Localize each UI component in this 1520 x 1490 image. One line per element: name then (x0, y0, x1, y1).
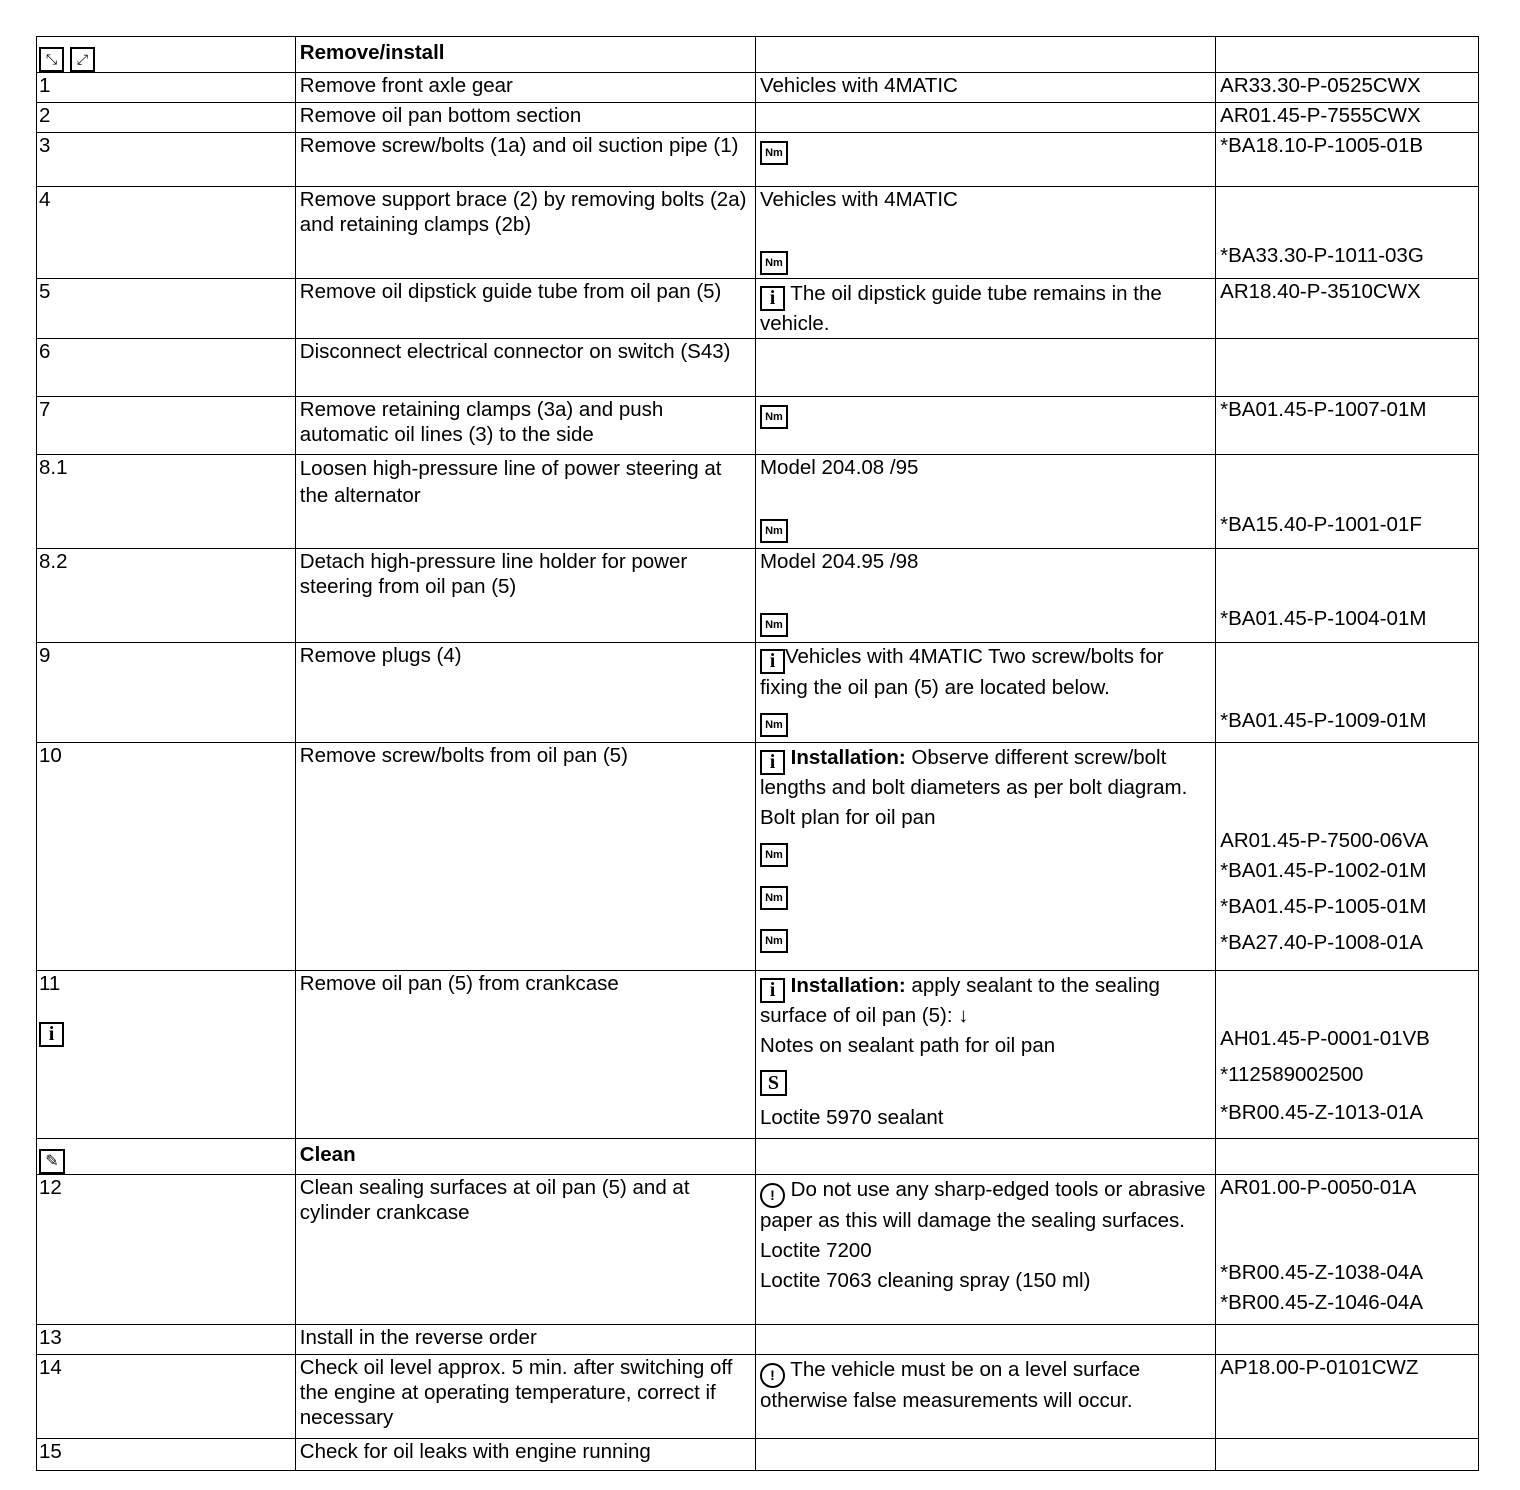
installation-label: Installation: (790, 746, 906, 769)
table-row (37, 279, 1479, 339)
expand-icon[interactable]: ⤡ (39, 47, 64, 72)
step-number: 9 (37, 643, 296, 743)
step-action: Remove support brace (2) by removing bolts (2a) and retaining clamps (2b) (295, 187, 755, 279)
step-number: 2 (37, 103, 296, 133)
torque-nm-icon[interactable]: Nm (760, 519, 788, 543)
info-icon[interactable]: i (760, 750, 785, 775)
torque-nm-icon[interactable]: Nm (760, 843, 788, 867)
torque-nm-icon[interactable]: Nm (760, 405, 788, 429)
sealant-icon[interactable]: S (760, 1070, 787, 1096)
step-reference-link[interactable]: *BA18.10-P-1005-01B (1216, 133, 1479, 187)
table-row (37, 187, 1479, 279)
header-icons-cell (37, 37, 296, 73)
step-number: 6 (37, 339, 296, 397)
step-reference-link[interactable]: *BA01.45-P-1007-01M (1216, 397, 1479, 455)
step-note: apply sealant to the sealing surface of oil pan (5): ↓ (759, 974, 1160, 1027)
warning-note-icon[interactable]: ! (760, 1363, 785, 1388)
step-reference-link[interactable]: *BA01.45-P-1004-01M (1220, 607, 1427, 630)
table-row (37, 643, 1479, 743)
clean-icon[interactable]: ✎ (39, 1149, 65, 1174)
torque-nm-icon[interactable]: Nm (760, 929, 788, 953)
table-row (37, 1355, 1479, 1439)
step-reference-link[interactable]: *BA27.40-P-1008-01A (1220, 931, 1424, 954)
step-number: 12 (37, 1175, 296, 1325)
step-number: 13 (37, 1325, 296, 1355)
step-note: Do not use any sharp-edged tools or abrasive paper as this will damage the sealing surfaces. (759, 1178, 1206, 1232)
info-icon[interactable]: i (39, 1022, 64, 1047)
table-row (37, 397, 1479, 455)
step-action: Disconnect electrical connector on switch (S43) (295, 339, 755, 397)
torque-nm-icon[interactable]: Nm (760, 613, 788, 637)
step-reference-link[interactable]: *BA15.40-P-1001-01F (1220, 513, 1422, 536)
step-number: 11 (39, 972, 61, 995)
step-number: 14 (37, 1355, 296, 1439)
step-reference-link[interactable]: AP18.00-P-0101CWZ (1216, 1355, 1479, 1439)
procedure-table (36, 36, 1479, 1471)
warning-note-icon[interactable]: ! (760, 1183, 785, 1208)
torque-nm-icon[interactable]: Nm (760, 251, 788, 275)
step-action: Install in the reverse order (295, 1325, 755, 1355)
step-reference-link[interactable]: *BA33.30-P-1011-03G (1220, 244, 1424, 267)
table-row (37, 743, 1479, 971)
table-row (37, 1175, 1479, 1325)
step-note: Vehicles with 4MATIC (755, 73, 1215, 103)
step-reference-link[interactable]: AR33.30-P-0525CWX (1216, 73, 1479, 103)
sub-note: Notes on sealant path for oil pan (759, 1034, 1056, 1057)
table-row (37, 1325, 1479, 1355)
sealant-part-link[interactable]: *112589002500 (1220, 1063, 1364, 1086)
step-action: Remove screw/bolts from oil pan (5) (295, 743, 755, 971)
section-title: Remove/install (299, 41, 445, 64)
table-row (37, 73, 1479, 103)
step-action: Remove oil pan (5) from crankcase (295, 971, 755, 1139)
step-action: Remove front axle gear (295, 73, 755, 103)
step-note: The vehicle must be on a level surface otherwise false measurements will occur. (759, 1358, 1141, 1412)
step-number: 7 (37, 397, 296, 455)
step-action: Remove plugs (4) (295, 643, 755, 743)
section-title-cell (295, 37, 755, 73)
step-note: Vehicles with 4MATIC Two screw/bolts for fixing the oil pan (5) are located below. (759, 645, 1164, 699)
material-reference-link[interactable]: *BR00.45-Z-1038-04A (1220, 1261, 1423, 1284)
table-row (37, 971, 1479, 1139)
step-reference-link[interactable]: AR01.00-P-0050-01A (1220, 1176, 1417, 1199)
sealant-name: Loctite 5970 sealant (759, 1106, 944, 1129)
torque-nm-icon[interactable]: Nm (760, 886, 788, 910)
section-title: Clean (299, 1143, 356, 1166)
step-number: 5 (37, 279, 296, 339)
info-icon[interactable]: i (760, 286, 785, 311)
step-number: 8.2 (37, 549, 296, 643)
step-number: 10 (37, 743, 296, 971)
table-row (37, 133, 1479, 187)
table-row (37, 549, 1479, 643)
step-note: Vehicles with 4MATIC (759, 188, 958, 211)
material-item: Loctite 7063 cleaning spray (150 ml) (759, 1269, 1091, 1292)
info-icon[interactable]: i (760, 649, 785, 674)
torque-nm-icon[interactable]: Nm (760, 713, 788, 737)
step-reference-link[interactable]: AR18.40-P-3510CWX (1216, 279, 1479, 339)
step-number: 4 (37, 187, 296, 279)
sub-reference-link[interactable]: AR01.45-P-7500-06VA (1220, 829, 1429, 852)
sub-reference-link[interactable]: AH01.45-P-0001-01VB (1220, 1027, 1430, 1050)
step-note: Model 204.95 /98 (759, 550, 919, 573)
step-action: Remove screw/bolts (1a) and oil suction pipe (1) (295, 133, 755, 187)
step-action: Loosen high-pressure line of power steering at the alternator (295, 455, 755, 549)
step-reference-link[interactable]: *BA01.45-P-1002-01M (1220, 859, 1427, 882)
info-icon[interactable]: i (760, 978, 785, 1003)
table-row (37, 103, 1479, 133)
step-action: Check oil level approx. 5 min. after switching off the engine at operating temperature, correct if necessary (295, 1355, 755, 1439)
step-number: 15 (37, 1439, 296, 1471)
step-reference-link[interactable]: *BA01.45-P-1005-01M (1220, 895, 1427, 918)
collapse-icon[interactable]: ⤢ (70, 47, 95, 72)
material-reference-link[interactable]: *BR00.45-Z-1046-04A (1220, 1291, 1423, 1314)
table-row (37, 1439, 1479, 1471)
step-action: Detach high-pressure line holder for power steering from oil pan (5) (295, 549, 755, 643)
step-number: 1 (37, 73, 296, 103)
table-header-row (37, 37, 1479, 73)
step-action: Check for oil leaks with engine running (295, 1439, 755, 1471)
step-note: Observe different screw/bolt lengths and bolt diameters as per bolt diagram. (759, 746, 1188, 799)
step-number: 8.1 (37, 455, 296, 549)
installation-label: Installation: (790, 974, 906, 997)
step-action: Remove retaining clamps (3a) and push automatic oil lines (3) to the side (295, 397, 755, 455)
table-row (37, 455, 1479, 549)
step-note: Model 204.08 /95 (759, 456, 919, 479)
step-number: 3 (37, 133, 296, 187)
step-action: Clean sealing surfaces at oil pan (5) and at cylinder crankcase (295, 1175, 755, 1325)
torque-nm-icon[interactable]: Nm (760, 141, 788, 165)
step-action: Remove oil pan bottom section (295, 103, 755, 133)
step-action: Remove oil dipstick guide tube from oil pan (5) (295, 279, 755, 339)
sub-note: Bolt plan for oil pan (759, 806, 936, 829)
step-note: The oil dipstick guide tube remains in the vehicle. (759, 282, 1162, 335)
section-header-row (37, 1139, 1479, 1175)
material-item: Loctite 7200 (759, 1239, 872, 1262)
table-row (37, 339, 1479, 397)
step-reference-link[interactable]: AR01.45-P-7555CWX (1216, 103, 1479, 133)
sealant-reference-link[interactable]: *BR00.45-Z-1013-01A (1220, 1101, 1423, 1124)
step-reference-link[interactable]: *BA01.45-P-1009-01M (1220, 709, 1427, 732)
